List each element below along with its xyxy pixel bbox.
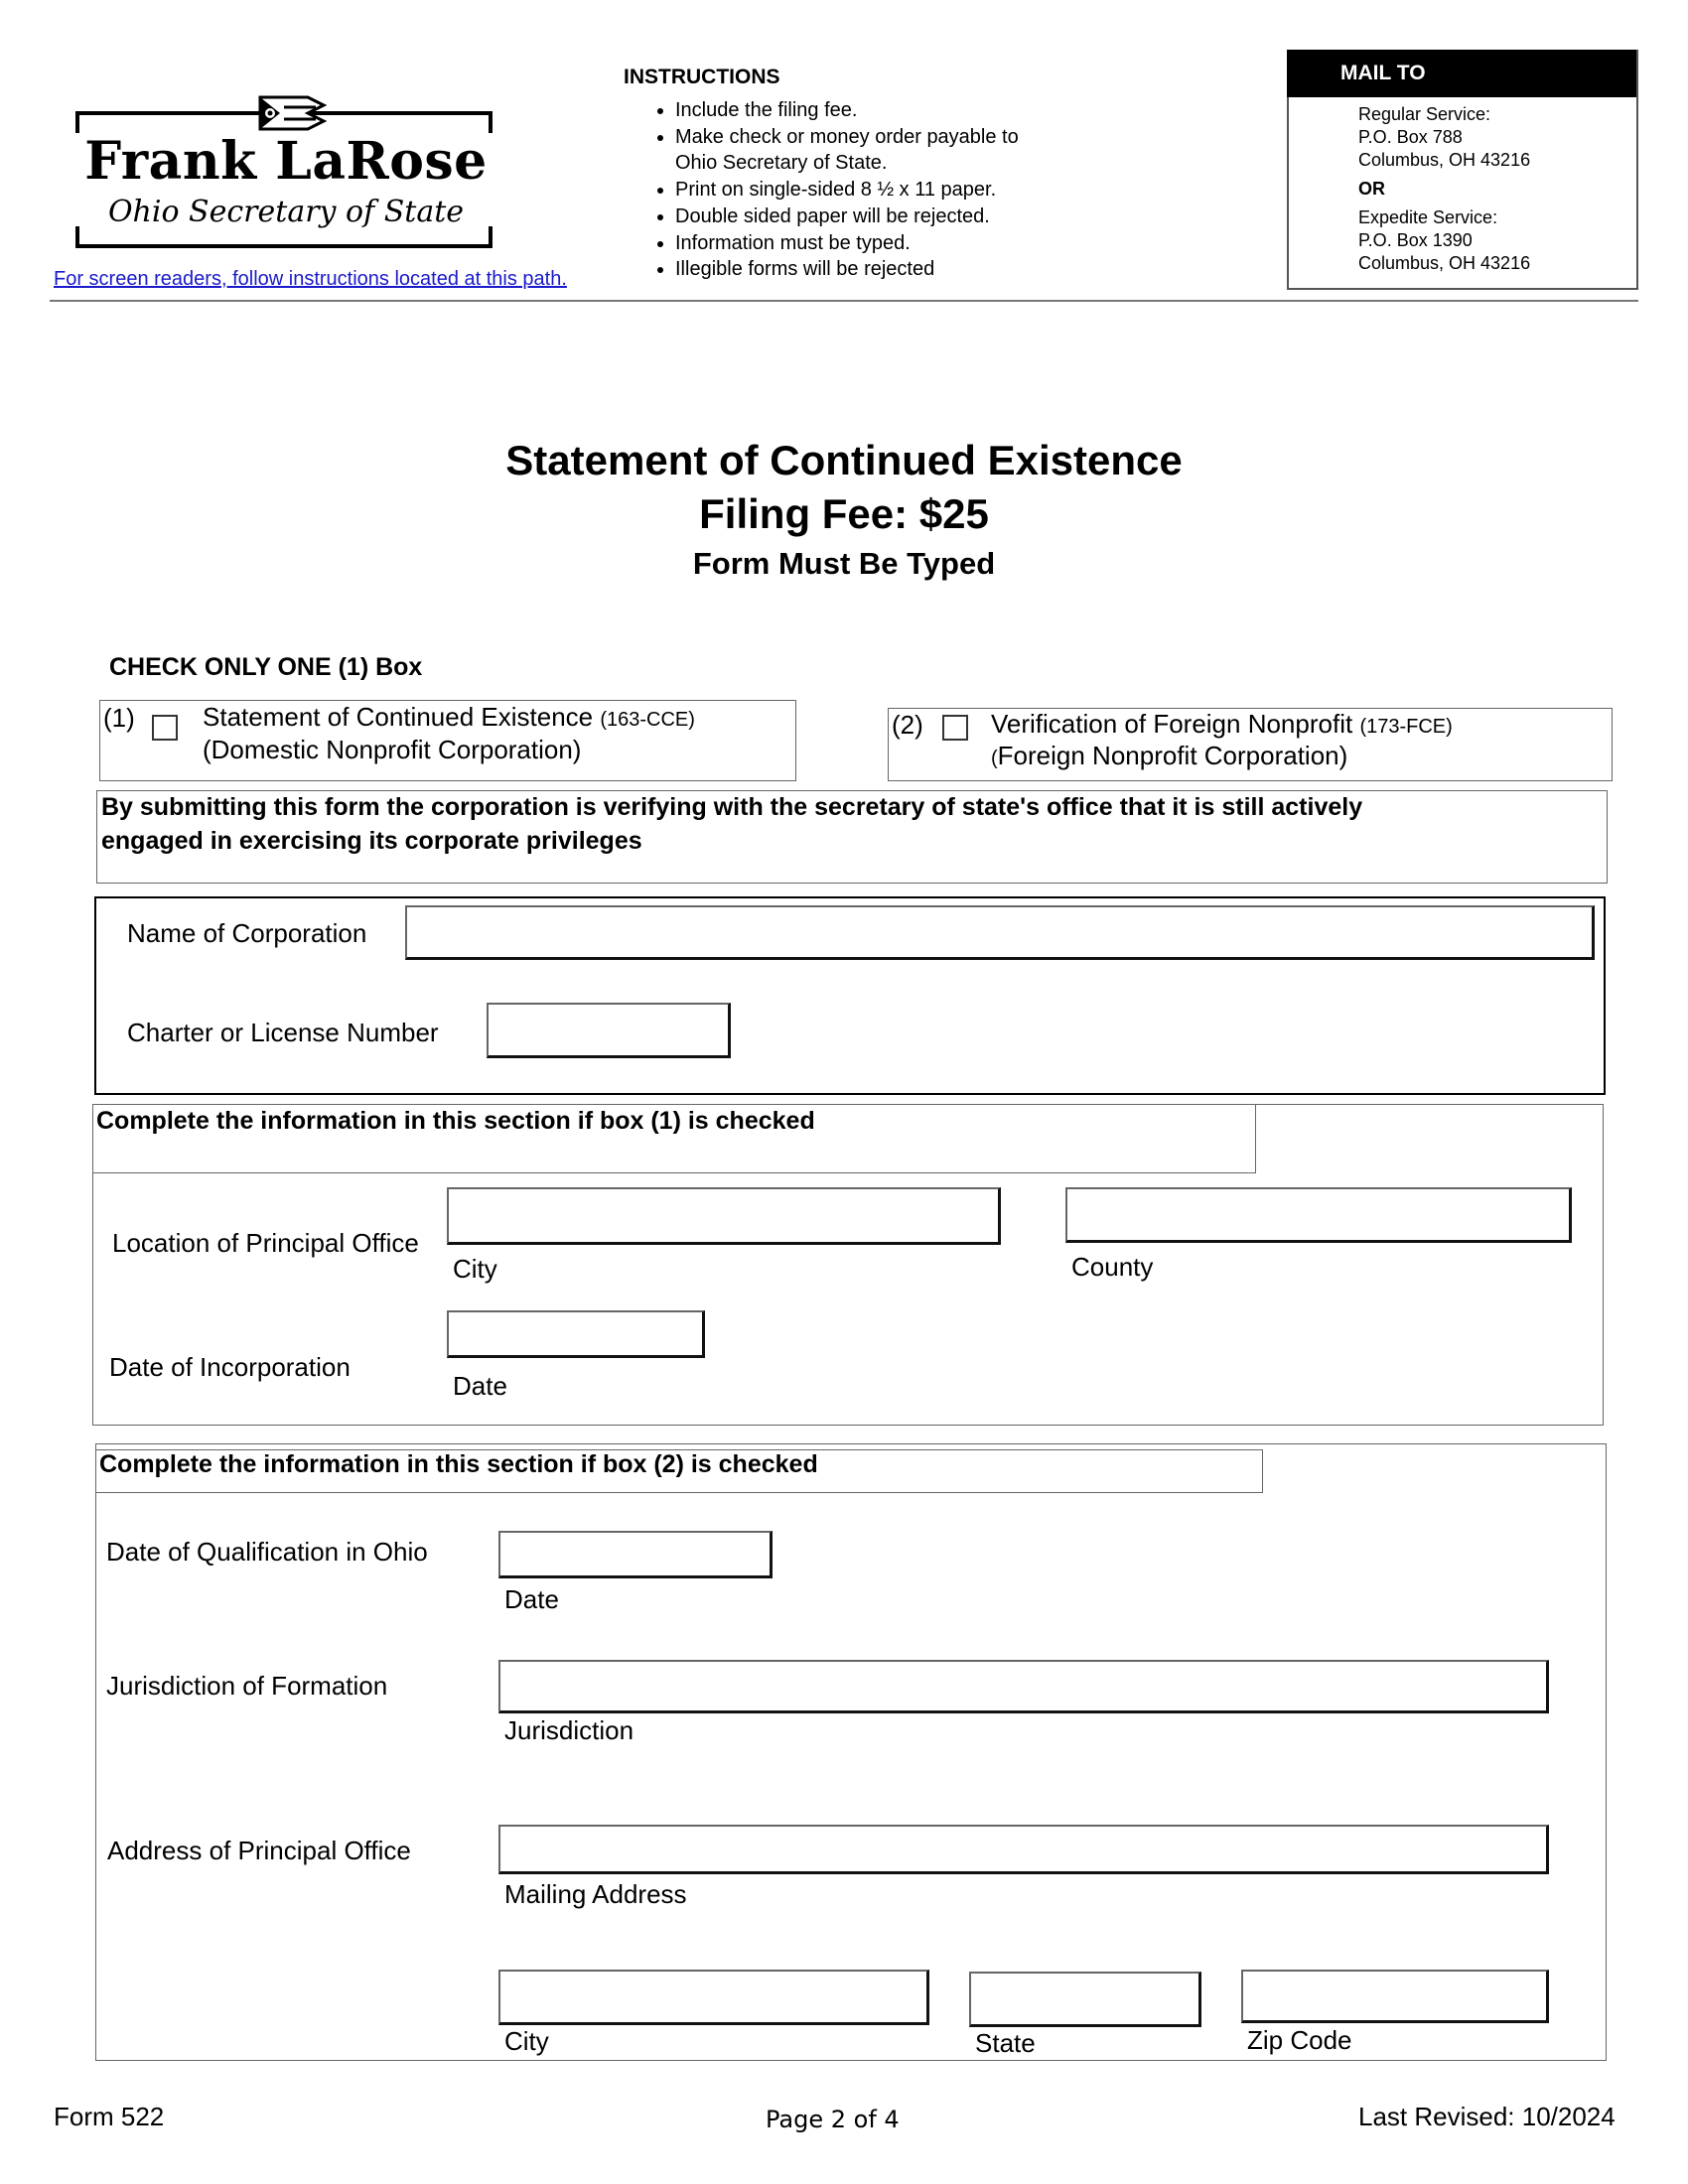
expedite-service-city: Columbus, OH 43216	[1358, 253, 1531, 273]
option1-checkbox[interactable]	[152, 715, 178, 741]
option1-number: (1)	[103, 703, 135, 733]
option2-sub-paren: (	[991, 748, 998, 769]
date-caption: Date	[453, 1371, 507, 1401]
jurisdiction-field[interactable]	[498, 1660, 1549, 1713]
instruction-item: • Make check or money order payable to	[675, 124, 1132, 151]
instruction-item: Ohio Secretary of State.	[675, 152, 888, 175]
form-title: Statement of Continued Existence	[505, 437, 1183, 483]
qualification-date-caption: Date	[504, 1584, 559, 1614]
mailing-address-field[interactable]	[498, 1825, 1549, 1874]
city-caption: City	[453, 1254, 497, 1284]
verification-line1: By submitting this form the corporation is verifying with the secretary of state's office that it is still actively	[101, 793, 1363, 821]
address-city-caption: City	[504, 2026, 549, 2056]
principal-office-county-field[interactable]	[1065, 1187, 1572, 1243]
ohio-flag-icon	[256, 93, 328, 133]
logo-border-corner	[75, 226, 79, 248]
instruction-item: • Double sided paper will be rejected.	[675, 204, 1132, 230]
charter-number-field[interactable]	[487, 1003, 731, 1058]
logo-border-bottom	[75, 244, 492, 248]
typed-note: Form Must Be Typed	[692, 546, 996, 581]
principal-office-city-field[interactable]	[447, 1187, 1001, 1245]
filing-fee: Filing Fee: $25	[699, 490, 989, 537]
instructions-list	[649, 97, 1132, 283]
address-city-field[interactable]	[498, 1970, 929, 2025]
last-revised: Last Revised: 10/2024	[1358, 2102, 1616, 2131]
regular-service-city: Columbus, OH 43216	[1358, 150, 1531, 170]
mail-to-header	[1287, 50, 1636, 97]
incorporation-date-label: Date of Incorporation	[109, 1352, 351, 1382]
address-state-caption: State	[975, 2028, 1036, 2058]
section2-header: Complete the information in this section if box (2) is checked	[99, 1450, 818, 1478]
mail-or: OR	[1358, 179, 1385, 199]
screen-reader-link[interactable]: For screen readers, follow instructions located at this path.	[54, 268, 567, 290]
option2-sub	[991, 741, 1347, 771]
option2-checkbox[interactable]	[942, 715, 968, 741]
address-zip-caption: Zip Code	[1247, 2025, 1352, 2055]
verification-line2: engaged in exercising its corporate privileges	[101, 827, 642, 855]
instruction-item: • Print on single-sided 8 ½ x 11 paper.	[675, 177, 1132, 204]
form-number: Form 522	[54, 2102, 165, 2131]
incorporation-date-field[interactable]	[447, 1310, 705, 1358]
charter-number-label: Charter or License Number	[127, 1018, 439, 1047]
instruction-item: • Information must be typed.	[675, 230, 1132, 257]
logo-border-corner	[489, 226, 492, 248]
logo-border-corner	[75, 111, 79, 133]
mail-to-title: MAIL TO	[1340, 62, 1426, 84]
qualification-date-field[interactable]	[498, 1531, 773, 1578]
logo-border-corner	[489, 111, 492, 133]
option2-label	[991, 709, 1453, 740]
county-caption: County	[1071, 1252, 1154, 1282]
section1-header: Complete the information in this section if box (1) is checked	[96, 1107, 815, 1135]
jurisdiction-caption: Jurisdiction	[504, 1715, 634, 1745]
regular-service-label: Regular Service:	[1358, 104, 1491, 124]
instruction-item: • Illegible forms will be rejected	[675, 256, 1132, 283]
logo-name: Frank LaRose	[84, 131, 488, 192]
option2-label-text: Verification of Foreign Nonprofit	[991, 709, 1353, 739]
instructions-title: INSTRUCTIONS	[624, 66, 780, 88]
expedite-service-label: Expedite Service:	[1358, 207, 1498, 227]
address-zip-field[interactable]	[1241, 1970, 1549, 2023]
header-divider	[50, 300, 1638, 302]
mailing-address-caption: Mailing Address	[504, 1879, 687, 1909]
logo-subtitle: Ohio Secretary of State	[107, 195, 465, 229]
check-only-one-title: CHECK ONLY ONE (1) Box	[109, 653, 423, 681]
instruction-item: • Include the filing fee.	[675, 97, 1132, 124]
jurisdiction-label: Jurisdiction of Formation	[106, 1671, 388, 1701]
option1-code: (163-CCE)	[600, 709, 695, 731]
principal-office-location-label: Location of Principal Office	[112, 1228, 419, 1258]
corporation-name-field[interactable]	[405, 905, 1595, 960]
option2-number: (2)	[892, 710, 923, 740]
regular-service-box: P.O. Box 788	[1358, 127, 1463, 147]
principal-address-label: Address of Principal Office	[107, 1836, 411, 1865]
option2-sub-text: Foreign Nonprofit Corporation)	[997, 741, 1348, 770]
option1-label-text: Statement of Continued Existence	[203, 702, 594, 732]
option2-code: (173-FCE)	[1359, 716, 1453, 738]
page-number: Page 2 of 4	[766, 2106, 900, 2133]
option1-sub: (Domestic Nonprofit Corporation)	[203, 735, 582, 764]
corporation-name-label: Name of Corporation	[127, 918, 367, 948]
option1-label	[203, 702, 695, 733]
expedite-service-box: P.O. Box 1390	[1358, 230, 1473, 250]
qualification-date-label: Date of Qualification in Ohio	[106, 1537, 428, 1567]
address-state-field[interactable]	[969, 1972, 1201, 2027]
